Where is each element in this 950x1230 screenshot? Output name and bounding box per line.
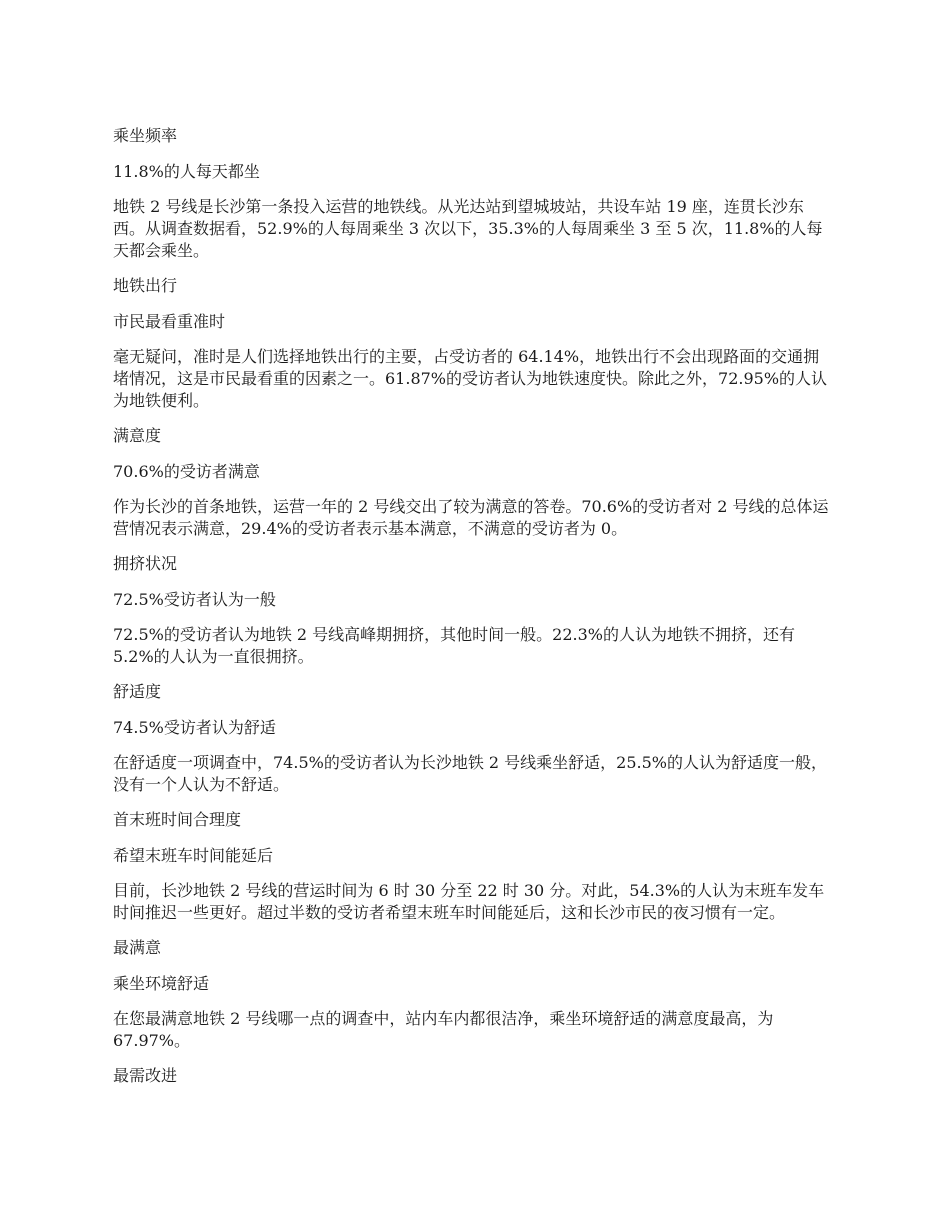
section-body: 72.5%的受访者认为地铁 2 号线高峰期拥挤，其他时间一般。22.3%的人认为地铁不拥挤，还有 5.2%的人认为一直很拥挤。 <box>113 625 796 666</box>
section-most-satisfied <box>113 936 833 1052</box>
section-frequency <box>113 124 833 262</box>
section-body: 在您最满意地铁 2 号线哪一点的调查中，站内车内都很洁净，乘坐环境舒适的满意度最高，为 67.97%。 <box>113 1009 774 1050</box>
section-crowding <box>113 552 833 668</box>
section-body: 目前，长沙地铁 2 号线的营运时间为 6 时 30 分至 22 时 30 分。对此，54.3%的人认为末班车发车时间推迟一些更好。超过半数的受访者希望末班车时间能延后，这和长沙市民的夜习惯有一定。 <box>113 881 825 922</box>
section-title: 地铁出行 <box>113 276 178 295</box>
section-title: 首末班时间合理度 <box>113 810 242 829</box>
section-schedule <box>113 808 833 924</box>
section-body: 在舒适度一项调查中，74.5%的受访者认为长沙地铁 2 号线乘坐舒适，25.5%的人认为舒适度一般，没有一个人认为不舒适。 <box>113 753 828 794</box>
section-subtitle: 74.5%受访者认为舒适 <box>113 718 276 737</box>
section-title: 拥挤状况 <box>113 554 178 573</box>
section-needs-improvement <box>113 1064 833 1088</box>
document-page <box>113 124 833 1100</box>
section-body: 地铁 2 号线是长沙第一条投入运营的地铁线。从光达站到望城坡站，共设车站 19 座，连贯长沙东西。从调查数据看，52.9%的人每周乘坐 3 次以下，35.3%的人每周乘坐 3 至 5 次，11.8%的人每天都会乘坐。 <box>113 197 823 260</box>
section-subway-travel <box>113 274 833 412</box>
section-subtitle: 70.6%的受访者满意 <box>113 462 260 481</box>
section-subtitle: 希望末班车时间能延后 <box>113 846 274 865</box>
section-body: 作为长沙的首条地铁，运营一年的 2 号线交出了较为满意的答卷。70.6%的受访者对 2 号线的总体运营情况表示满意，29.4%的受访者表示基本满意，不满意的受访者为 0。 <box>113 497 829 538</box>
section-title: 乘坐频率 <box>113 126 178 145</box>
section-title: 最满意 <box>113 938 162 957</box>
section-title: 满意度 <box>113 426 162 445</box>
section-subtitle: 11.8%的人每天都坐 <box>113 162 260 181</box>
section-subtitle: 市民最看重准时 <box>113 312 226 331</box>
section-comfort <box>113 680 833 796</box>
section-satisfaction <box>113 424 833 540</box>
section-subtitle: 乘坐环境舒适 <box>113 974 210 993</box>
section-title: 最需改进 <box>113 1066 178 1085</box>
section-title: 舒适度 <box>113 682 162 701</box>
section-subtitle: 72.5%受访者认为一般 <box>113 590 276 609</box>
section-body: 毫无疑问，准时是人们选择地铁出行的主要，占受访者的 64.14%，地铁出行不会出现路面的交通拥堵情况，这是市民最看重的因素之一。61.87%的受访者认为地铁速度快。除此之外，72.95%的人认为地铁便利。 <box>113 347 828 410</box>
